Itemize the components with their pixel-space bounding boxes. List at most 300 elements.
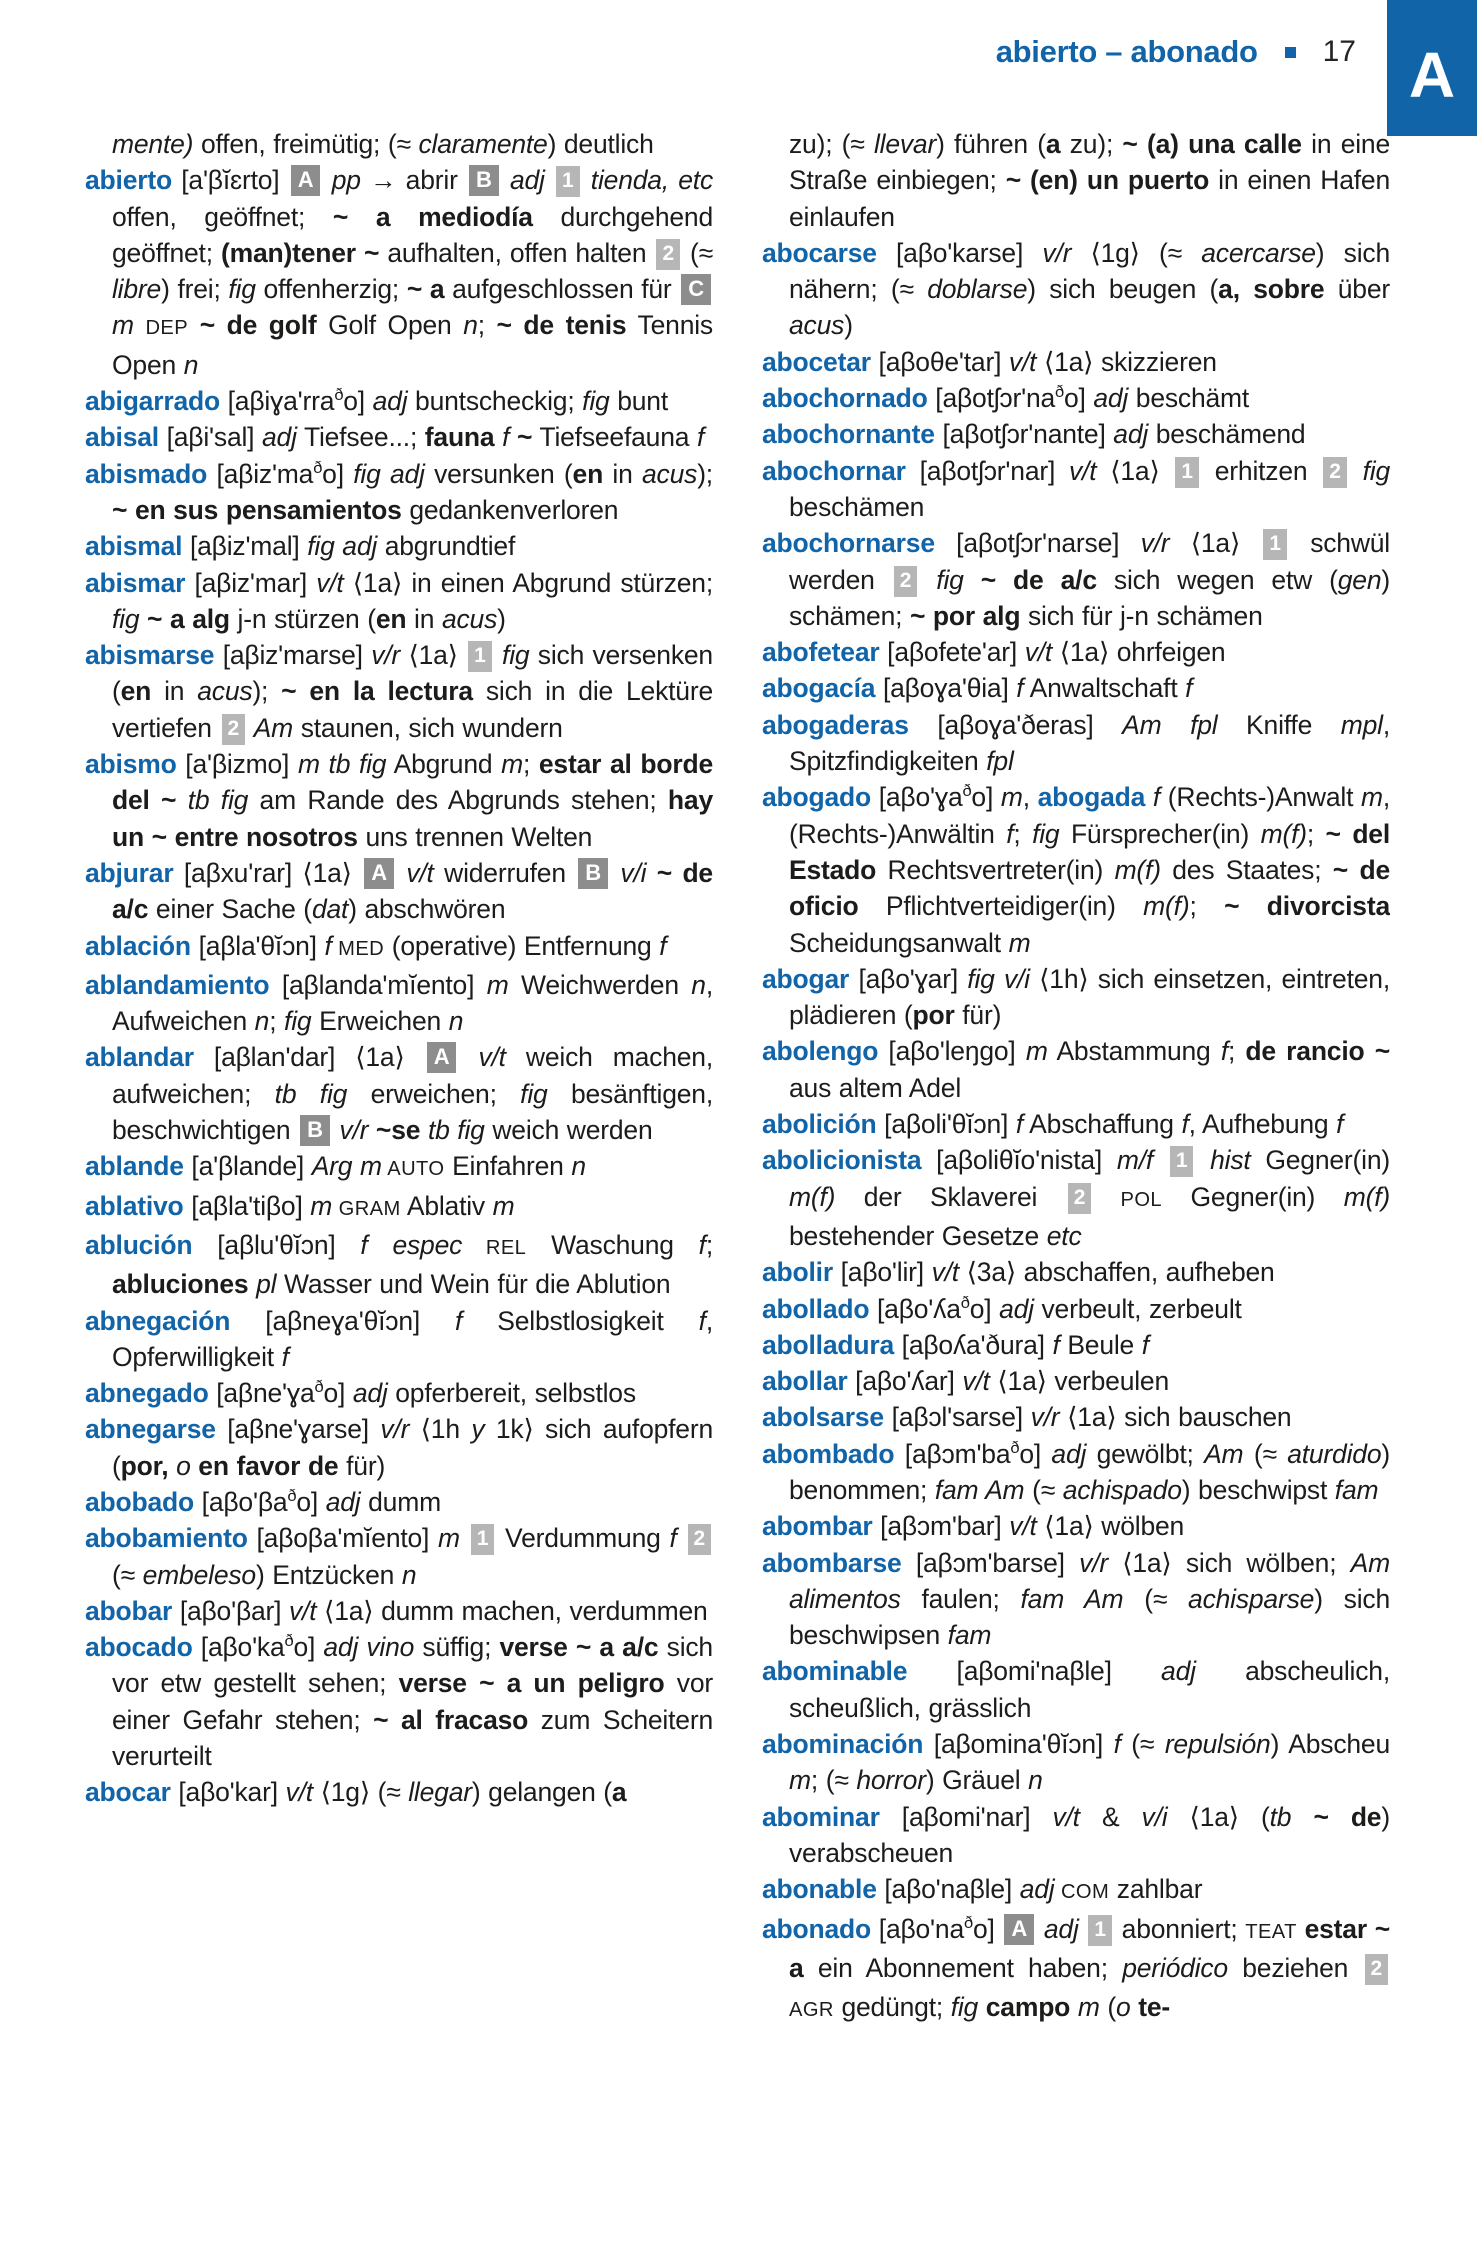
text-run: ; bbox=[1306, 818, 1326, 849]
sense-number-badge: 1 bbox=[1088, 1915, 1111, 1946]
headword: abocarse bbox=[762, 237, 877, 268]
text-run: hist bbox=[1195, 1145, 1251, 1176]
text-run: fam bbox=[947, 1620, 992, 1651]
text-run: v/t bbox=[962, 1366, 990, 1397]
text-run: Gegner(in) bbox=[1162, 1181, 1344, 1212]
text-run: ) frei; bbox=[161, 274, 229, 305]
text-run: adj vino bbox=[323, 1632, 415, 1663]
dictionary-entry bbox=[762, 525, 1390, 634]
text-run: Gegner(in) bbox=[1250, 1145, 1390, 1176]
dictionary-entry bbox=[85, 1593, 713, 1629]
text-run: ) sich beschwipsen bbox=[789, 1583, 1390, 1651]
text-run: llevar bbox=[873, 129, 937, 159]
text-run: [aβomina'θĭɔn] bbox=[923, 1729, 1114, 1760]
text-run: verse ~ a un peligro bbox=[398, 1668, 665, 1699]
text-run: , Opferwilligkeit bbox=[112, 1305, 713, 1372]
text-run: ) schämen; bbox=[789, 564, 1390, 631]
dictionary-entry bbox=[762, 779, 1390, 960]
right-column bbox=[762, 126, 1390, 2218]
text-run: pp bbox=[322, 165, 371, 196]
text-run: acus bbox=[197, 676, 253, 707]
text-run: [aβomi'nar] bbox=[879, 1801, 1053, 1832]
text-run: (≈ bbox=[1243, 1438, 1288, 1469]
dictionary-entry bbox=[85, 855, 713, 928]
sense-number-badge: 2 bbox=[894, 566, 917, 597]
text-run: f bbox=[1181, 1109, 1189, 1140]
text-run: ; (≈ bbox=[810, 1765, 857, 1796]
field-label: AUTO bbox=[381, 1158, 445, 1181]
headword: abochornante bbox=[762, 419, 935, 450]
text-run: ) verabscheuen bbox=[789, 1801, 1390, 1868]
text-run: zahlbar bbox=[1109, 1874, 1203, 1905]
text-run: [aβo'ʎar] bbox=[847, 1366, 963, 1397]
text-run: m bbox=[1360, 782, 1383, 813]
left-column bbox=[85, 126, 713, 2218]
text-run: [aβotʃɔr'narse] bbox=[934, 528, 1141, 559]
text-run: f bbox=[324, 930, 332, 961]
text-run: j-n stürzen ( bbox=[229, 603, 376, 634]
headword: abombar bbox=[762, 1511, 873, 1542]
text-run: ⟨1g⟩ (≈ bbox=[1071, 237, 1202, 268]
dictionary-entry bbox=[85, 1629, 713, 1774]
text-run: achisparse bbox=[1188, 1583, 1315, 1614]
dictionary-entry bbox=[762, 1363, 1390, 1399]
text-run: [aβiɣa'rra bbox=[219, 386, 335, 417]
text-run: ) bbox=[844, 310, 853, 341]
headword: abogar bbox=[762, 963, 850, 994]
text-run: adj bbox=[372, 386, 408, 417]
text-run: (Rechts-)Anwalt bbox=[1160, 782, 1361, 813]
dictionary-entry bbox=[762, 1911, 1390, 2029]
dictionary-entry bbox=[85, 1148, 713, 1187]
text-run: Am bbox=[1204, 1438, 1244, 1469]
field-label: MED bbox=[331, 937, 385, 960]
text-run: ; bbox=[523, 749, 539, 780]
text-run: a bbox=[611, 1777, 627, 1808]
headword: abogacía bbox=[762, 673, 876, 704]
dictionary-entry bbox=[762, 1653, 1390, 1726]
text-run: ; bbox=[1013, 818, 1033, 849]
text-run: in einen Hafen einlaufen bbox=[789, 165, 1390, 232]
text-run: Verdummung bbox=[496, 1523, 670, 1554]
text-run: fauna bbox=[424, 422, 495, 453]
text-run: ⟨1a⟩ sich wölben; bbox=[1107, 1547, 1351, 1578]
text-run: fig bbox=[582, 386, 610, 417]
text-run: ) führen ( bbox=[936, 129, 1046, 159]
text-run: sich in die Lektüre vertiefen bbox=[112, 676, 713, 743]
dictionary-entry bbox=[762, 961, 1390, 1034]
text-run: beschämt bbox=[1128, 383, 1250, 414]
text-run: v/t bbox=[1069, 455, 1097, 486]
text-run: über bbox=[1324, 274, 1390, 305]
text-run: erhitzen bbox=[1200, 455, 1322, 486]
field-label: REL bbox=[462, 1236, 527, 1259]
text-run: bunt bbox=[609, 386, 669, 417]
text-run: ( bbox=[1099, 1992, 1117, 2023]
text-run: [aβlanda'mĭento] bbox=[269, 969, 487, 1000]
text-run: [aβotʃɔr'na bbox=[927, 383, 1056, 414]
headword: abolengo bbox=[762, 1036, 879, 1067]
text-run: Abstammung bbox=[1047, 1036, 1221, 1067]
headword: abogado bbox=[762, 782, 872, 813]
headword: abnegación bbox=[85, 1305, 231, 1336]
text-run: fig v/i bbox=[967, 963, 1030, 994]
text-run: adj bbox=[1161, 1656, 1196, 1687]
sense-letter-badge: A bbox=[427, 1042, 457, 1073]
dictionary-entry bbox=[85, 1188, 713, 1227]
headword: abjurar bbox=[85, 857, 174, 888]
text-run: [aβɔm'ba bbox=[894, 1438, 1011, 1469]
text-run: [aβoɣa'ðeras] bbox=[908, 709, 1123, 740]
text-run: verse ~ a a/c bbox=[499, 1632, 659, 1663]
text-run: ~ en la lectura bbox=[281, 676, 473, 707]
text-run: [aβotʃɔr'nante] bbox=[934, 419, 1114, 450]
text-run: claramente bbox=[418, 129, 548, 159]
text-run: f bbox=[696, 422, 705, 453]
text-run: ⟨1a⟩ ohrfeigen bbox=[1052, 637, 1226, 668]
sense-number-badge: 2 bbox=[688, 1524, 711, 1555]
dictionary-entry bbox=[762, 1033, 1390, 1106]
dictionary-entry bbox=[762, 1291, 1390, 1327]
text-run: für) bbox=[338, 1450, 386, 1481]
text-run: Weichwerden bbox=[508, 969, 692, 1000]
superscript-phonetic: ð bbox=[1010, 1438, 1020, 1457]
headword: ablandar bbox=[85, 1042, 194, 1073]
text-run: → abrir bbox=[370, 165, 467, 196]
text-run: f espec bbox=[360, 1229, 463, 1260]
text-run: [a'βizmo] bbox=[176, 749, 298, 780]
text-run bbox=[1153, 1145, 1168, 1175]
text-run: ~ en sus pensamientos bbox=[112, 494, 402, 525]
text-run: ⟨1a⟩ skizzieren bbox=[1036, 346, 1217, 377]
text-run: ; bbox=[1189, 891, 1225, 922]
text-run: fig bbox=[919, 564, 964, 595]
text-run: fam Am bbox=[934, 1474, 1025, 1505]
text-run: fig bbox=[284, 1006, 312, 1037]
page-header bbox=[0, 34, 1356, 70]
text-run: n bbox=[1028, 1765, 1043, 1796]
text-run: versunken ( bbox=[424, 458, 573, 489]
headword: ablución bbox=[85, 1229, 193, 1260]
headword: abolir bbox=[762, 1257, 833, 1288]
sense-letter-badge: B bbox=[469, 165, 499, 196]
dictionary-entry bbox=[762, 1799, 1390, 1872]
text-run: [a'βlande] bbox=[183, 1151, 312, 1182]
text-run: ⟨1a⟩ in einen Abgrund stürzen; bbox=[343, 567, 713, 598]
text-run: ); bbox=[697, 458, 713, 489]
text-run: v/r bbox=[1079, 1547, 1108, 1578]
text-run: ~ de a/c bbox=[963, 564, 1097, 595]
text-run: tb fig bbox=[274, 1078, 348, 1109]
dictionary-entry bbox=[85, 1484, 713, 1520]
text-run: ~se bbox=[368, 1115, 421, 1146]
text-run: o] bbox=[296, 1486, 326, 1517]
text-run: v/t bbox=[316, 567, 344, 598]
headword: abominar bbox=[762, 1801, 880, 1832]
headword: abnegarse bbox=[85, 1414, 216, 1445]
superscript-phonetic: ð bbox=[962, 782, 972, 801]
dictionary-entry bbox=[85, 1520, 713, 1593]
text-run: süffig; bbox=[414, 1632, 500, 1663]
text-run: , Spitzfindigkeiten bbox=[789, 709, 1390, 777]
dictionary-entry bbox=[762, 416, 1390, 452]
text-run: a, sobre bbox=[1218, 274, 1325, 305]
text-run: v/t bbox=[289, 1595, 317, 1626]
text-run: 1k⟩ sich aufopfern ( bbox=[112, 1414, 713, 1481]
superscript-phonetic: ð bbox=[334, 386, 344, 405]
text-run: [aβo'βa bbox=[194, 1486, 288, 1517]
text-run: m bbox=[310, 1190, 333, 1221]
text-run: campo bbox=[978, 1992, 1071, 2023]
text-run: [aβo'ɣa bbox=[871, 782, 963, 813]
text-run: durchgehend geöffnet; bbox=[112, 201, 713, 268]
text-run: Abgrund bbox=[386, 749, 502, 780]
text-run: verbeult, zerbeult bbox=[1033, 1293, 1242, 1324]
superscript-phonetic: ð bbox=[960, 1293, 970, 1312]
text-run: beziehen bbox=[1227, 1952, 1363, 1983]
text-run: uns trennen Welten bbox=[357, 821, 593, 852]
dictionary-entry bbox=[85, 1411, 713, 1484]
text-run: widerrufen bbox=[433, 857, 577, 888]
text-run: ) Abscheu bbox=[1270, 1729, 1390, 1760]
headword: abominación bbox=[762, 1729, 924, 1760]
text-run: am Rande des Abgrunds stehen; bbox=[248, 785, 668, 816]
headword: abolición bbox=[762, 1109, 877, 1140]
text-run: Rechtsvertreter(in) bbox=[876, 854, 1115, 885]
headword: abonable bbox=[762, 1874, 877, 1905]
text-run: [aβo'βar] bbox=[172, 1595, 289, 1626]
text-run: ) benommen; bbox=[789, 1438, 1390, 1505]
text-run: Waschung bbox=[526, 1229, 699, 1260]
text-run: m bbox=[486, 969, 509, 1000]
text-run: de rancio ~ bbox=[1245, 1036, 1390, 1067]
text-run: bestehender Gesetze bbox=[789, 1220, 1047, 1251]
text-run: [aβomi'naβle] bbox=[907, 1656, 1162, 1687]
dictionary-entry bbox=[762, 670, 1390, 706]
text-run: hay un ~ entre nosotros bbox=[112, 785, 713, 852]
text-run: aufgeschlossen für bbox=[444, 274, 680, 305]
text-run: m bbox=[492, 1190, 515, 1221]
text-run: [aβiz'marse] bbox=[214, 640, 372, 671]
headword: abogada bbox=[1037, 782, 1146, 813]
text-run: [aβo'kar] bbox=[170, 1777, 286, 1808]
text-run: [aβɔl'sarse] bbox=[883, 1402, 1031, 1433]
sense-number-badge: 2 bbox=[1365, 1954, 1388, 1985]
headword: abigarrado bbox=[85, 386, 220, 417]
text-run: ⟨1a⟩ bbox=[1169, 528, 1262, 559]
sense-letter-badge: C bbox=[681, 274, 711, 305]
text-run: acus bbox=[642, 458, 698, 489]
text-run: ~ de tenis bbox=[496, 310, 627, 341]
text-run: Anwaltschaft bbox=[1023, 673, 1186, 704]
text-run: gewölbt; bbox=[1086, 1438, 1205, 1469]
text-run: te- bbox=[1130, 1992, 1171, 2023]
text-run: Pflichtverteidiger(in) bbox=[858, 891, 1144, 922]
dictionary-entry bbox=[762, 1327, 1390, 1363]
headword: abobamiento bbox=[85, 1523, 248, 1554]
text-run: m bbox=[789, 1765, 811, 1796]
headword: ablandamiento bbox=[85, 969, 270, 1000]
dictionary-entry bbox=[85, 419, 713, 455]
text-run: f bbox=[1052, 1329, 1060, 1360]
text-run: beschämend bbox=[1148, 419, 1306, 450]
text-run: f bbox=[659, 930, 667, 961]
text-run: f bbox=[1336, 1109, 1344, 1140]
text-run: in bbox=[151, 676, 198, 707]
headword: abismo bbox=[85, 749, 177, 780]
text-run: adj bbox=[1051, 1438, 1087, 1469]
headword: abochornado bbox=[762, 383, 928, 414]
text-run: abonniert; bbox=[1113, 1913, 1246, 1944]
text-run: ⟨1a⟩ dumm machen, verdummen bbox=[316, 1595, 708, 1626]
entry-continuation bbox=[762, 126, 1390, 235]
sense-number-badge: 2 bbox=[656, 239, 679, 270]
text-run: achispado bbox=[1062, 1474, 1182, 1505]
headword: abobar bbox=[85, 1595, 173, 1626]
sense-number-badge: 2 bbox=[1068, 1183, 1091, 1214]
text-run: v/t bbox=[931, 1257, 959, 1288]
text-run: o] bbox=[343, 386, 373, 417]
text-run: tienda, etc bbox=[581, 165, 713, 196]
text-run: f bbox=[1185, 673, 1193, 704]
dictionary-entry bbox=[85, 746, 713, 855]
text-run: ) gelangen ( bbox=[471, 1777, 612, 1808]
text-run: m bbox=[1070, 1992, 1100, 2023]
text-run: v/i bbox=[1141, 1801, 1168, 1832]
dictionary-entry bbox=[762, 1142, 1390, 1254]
text-run: ⟨1g⟩ (≈ bbox=[312, 1777, 409, 1808]
superscript-phonetic: ð bbox=[1055, 383, 1064, 402]
text-run: m(f) bbox=[1143, 891, 1190, 922]
text-run: Beule bbox=[1059, 1329, 1142, 1360]
sense-letter-badge: A bbox=[364, 858, 394, 889]
text-run: n bbox=[183, 349, 199, 380]
text-run: ; bbox=[1228, 1036, 1246, 1067]
text-run: horror bbox=[856, 1765, 926, 1796]
text-run: [aβoli'θĭɔn] bbox=[876, 1109, 1016, 1140]
text-run: Selbstlosigkeit bbox=[462, 1305, 699, 1336]
text-run: f bbox=[494, 422, 517, 453]
text-run: , Aufweichen bbox=[112, 969, 713, 1037]
text-run: ⟨3a⟩ abschaffen, aufheben bbox=[958, 1257, 1275, 1288]
text-run: besänftigen, beschwichtigen bbox=[112, 1078, 713, 1146]
sense-number-badge: 1 bbox=[468, 641, 491, 672]
text-run: n bbox=[254, 1006, 270, 1037]
text-run: m(f) bbox=[1114, 854, 1161, 885]
superscript-phonetic: ð bbox=[313, 458, 323, 477]
text-run: ⟨1a⟩ bbox=[400, 640, 467, 671]
text-run: sich vor etw gestellt sehen; bbox=[112, 1632, 713, 1699]
text-run: [aβoβa'mĭento] bbox=[247, 1523, 439, 1554]
text-run: ) sich beugen ( bbox=[1027, 274, 1219, 305]
text-run: f bbox=[698, 1305, 706, 1336]
text-run: fig bbox=[950, 1992, 979, 2023]
text-run: abgrundtief bbox=[377, 531, 516, 562]
text-run: tb fig bbox=[176, 785, 249, 816]
text-run: en favor de bbox=[190, 1450, 339, 1481]
sense-number-badge: 1 bbox=[1170, 1146, 1193, 1177]
text-run: Erweichen bbox=[311, 1006, 449, 1037]
dictionary-entry bbox=[762, 344, 1390, 380]
text-run: gedüngt; bbox=[833, 1992, 951, 2023]
text-run: o] bbox=[971, 782, 1001, 813]
text-run: [aβi'sal] bbox=[158, 422, 262, 453]
headword: abismal bbox=[85, 531, 183, 562]
text-run: gedankenverloren bbox=[401, 494, 619, 525]
text-run: ~ al fracaso bbox=[373, 1704, 529, 1735]
text-run: en bbox=[572, 458, 604, 489]
text-run: Golf Open bbox=[316, 310, 464, 341]
text-run: fpl bbox=[986, 746, 1014, 777]
text-run: fig bbox=[112, 603, 140, 634]
text-run: [aβoʎa'ðura] bbox=[894, 1329, 1053, 1360]
headword: abogaderas bbox=[762, 709, 909, 740]
text-run: (≈ bbox=[1123, 1583, 1189, 1614]
headword: abombarse bbox=[762, 1547, 902, 1578]
text-run: ~ a alg bbox=[139, 603, 230, 634]
text-run: ) sich nähern; (≈ bbox=[789, 237, 1390, 305]
text-run: adj bbox=[325, 1486, 361, 1517]
text-run: a bbox=[1045, 129, 1061, 159]
text-run: v/t bbox=[1009, 1511, 1037, 1542]
text-run: beschämen bbox=[789, 491, 925, 522]
text-run: buntscheckig; bbox=[407, 386, 583, 417]
text-run: adj bbox=[1036, 1913, 1087, 1944]
text-run: v/r bbox=[371, 640, 401, 671]
text-run: adj bbox=[1019, 1874, 1055, 1905]
text-run: f bbox=[698, 1229, 706, 1260]
text-run: libre bbox=[112, 274, 162, 305]
text-run: [aβo'karse] bbox=[876, 237, 1043, 268]
text-run: v/r bbox=[331, 1115, 369, 1146]
headword: abisal bbox=[85, 422, 159, 453]
dictionary-entry bbox=[85, 928, 713, 967]
text-run: o] bbox=[972, 1913, 1003, 1944]
text-run: offenherzig; bbox=[255, 274, 407, 305]
text-run: o] bbox=[1063, 383, 1094, 414]
square-bullet-icon bbox=[1285, 47, 1296, 58]
text-run: o] bbox=[322, 458, 354, 489]
text-run: acercarse bbox=[1201, 237, 1316, 268]
text-run: (≈ bbox=[112, 1559, 143, 1590]
text-run: f bbox=[1220, 1036, 1228, 1067]
dictionary-entry bbox=[762, 380, 1390, 416]
text-run: periódico bbox=[1122, 1952, 1228, 1983]
dictionary-entry bbox=[762, 1436, 1390, 1509]
text-run: fig adj bbox=[307, 531, 378, 562]
text-run: f bbox=[1006, 818, 1014, 849]
text-run: Einfahren bbox=[444, 1151, 572, 1182]
dictionary-entry bbox=[85, 637, 713, 746]
text-run: n bbox=[401, 1559, 417, 1590]
text-run: für) bbox=[954, 1000, 1002, 1031]
text-run: Wasser und Wein für die Ablution bbox=[276, 1269, 671, 1300]
text-run: ~ por alg bbox=[909, 600, 1021, 631]
text-run: [aβofete'ar] bbox=[879, 637, 1025, 668]
text-run: fig bbox=[1348, 455, 1390, 486]
text-run: [aβotʃɔr'nar] bbox=[905, 455, 1069, 486]
text-run: por, bbox=[120, 1450, 169, 1481]
text-run: weich werden bbox=[484, 1115, 653, 1146]
text-run: ) bbox=[497, 603, 506, 634]
text-run: ein Abonnement haben; bbox=[803, 1952, 1123, 1983]
text-run: n bbox=[448, 1006, 464, 1037]
text-run: (≈ bbox=[1024, 1474, 1063, 1505]
text-run: ) beschwipst bbox=[1181, 1474, 1335, 1505]
dictionary-entry bbox=[85, 456, 713, 529]
text-run: ⟨1a⟩ wölben bbox=[1036, 1511, 1185, 1542]
headword: abominable bbox=[762, 1656, 908, 1687]
